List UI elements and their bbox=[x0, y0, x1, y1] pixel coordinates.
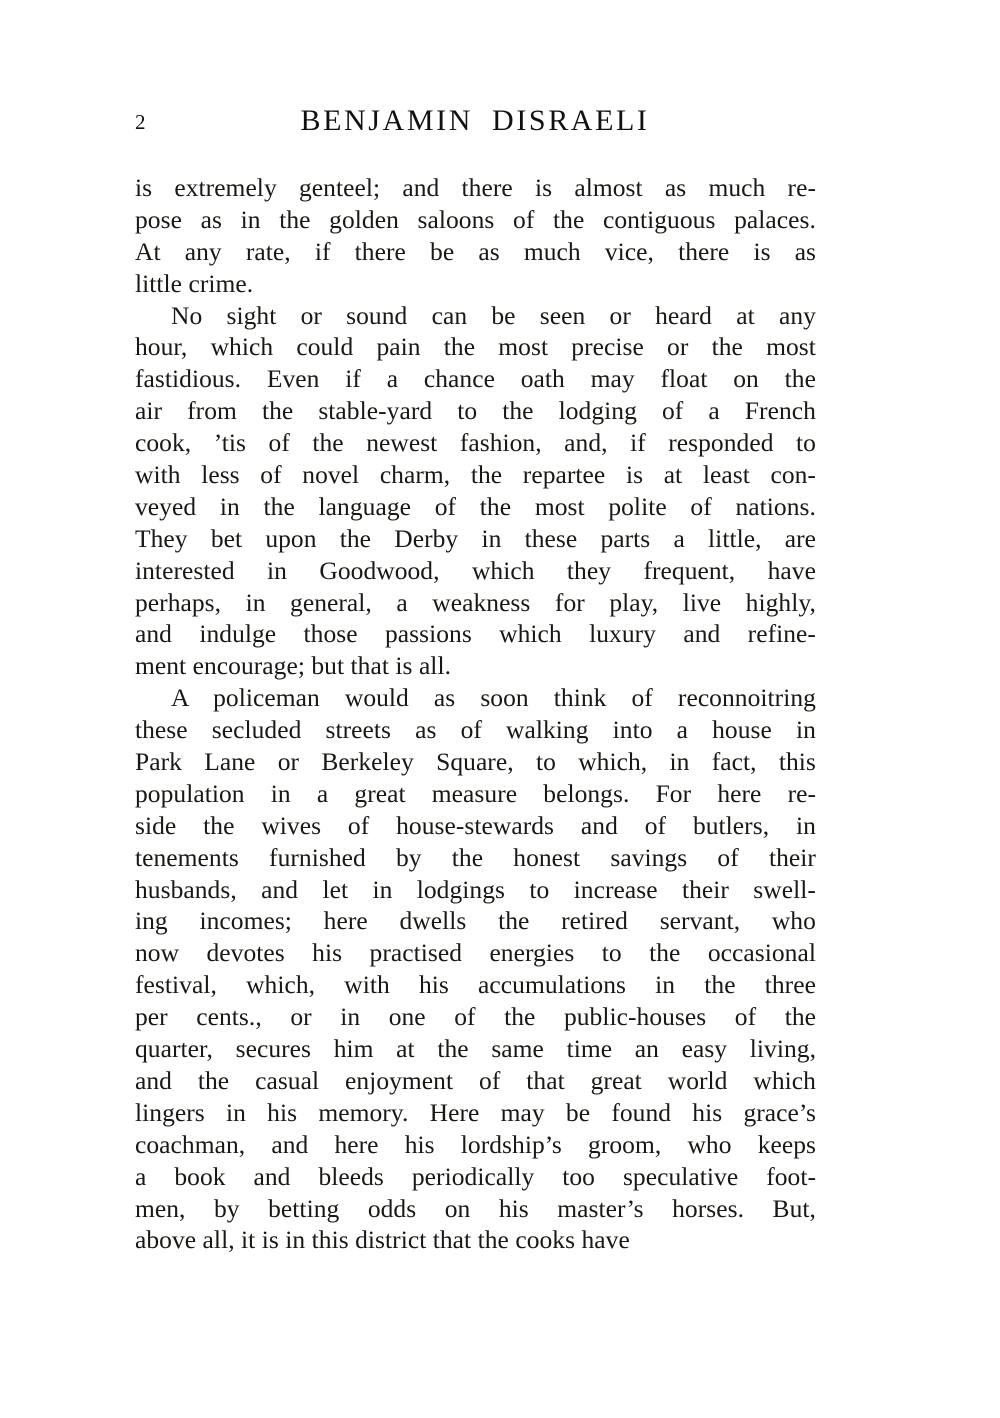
text-line: ment encourage; but that is all. bbox=[135, 651, 452, 681]
text-line: population in a great measure belongs. For here re- bbox=[135, 778, 817, 808]
text-line: men, by betting odds on his master’s horses. But, bbox=[135, 1193, 816, 1223]
text-line: cook, ’tis of the newest fashion, and, if responded to bbox=[135, 428, 816, 458]
text-line: festival, which, with his accumulations in the three bbox=[135, 970, 816, 1000]
text-line: Park Lane or Berkeley Square, to which, in fact, this bbox=[135, 747, 816, 777]
text-line: husbands, and let in lodgings to increase their swell- bbox=[135, 874, 816, 904]
text-line: A policeman would as soon think of reconnoitring bbox=[171, 683, 816, 713]
text-line: little crime. bbox=[135, 268, 254, 298]
text-line: hour, which could pain the most precise or the most bbox=[135, 332, 816, 362]
text-line: They bet upon the Derby in these parts a little, are bbox=[135, 523, 816, 553]
text-line: now devotes his practised energies to the occasional bbox=[135, 938, 816, 968]
text-line: quarter, secures him at the same time an easy living, bbox=[135, 1034, 816, 1064]
text-line: a book and bleeds periodically too speculative foot- bbox=[135, 1161, 817, 1191]
text-line: No sight or sound can be seen or heard at any bbox=[171, 300, 816, 330]
text-line: lingers in his memory. Here may be found his grace’s bbox=[135, 1097, 817, 1127]
text-line: is extremely genteel; and there is almost as much re- bbox=[135, 173, 816, 202]
running-title: BENJAMIN DISRAELI bbox=[300, 104, 650, 137]
text-line: per cents., or in one of the public-houses of the bbox=[135, 1002, 816, 1032]
text-line: perhaps, in general, a weakness for play, live highly, bbox=[135, 587, 816, 617]
text-line: coachman, and here his lordship’s groom, who keeps bbox=[135, 1129, 816, 1159]
body-text bbox=[135, 172, 816, 1256]
text-line: ing incomes; here dwells the retired servant, who bbox=[135, 906, 816, 936]
paragraph bbox=[135, 682, 816, 1256]
text-line: At any rate, if there be as much vice, there is as bbox=[135, 236, 817, 266]
text-line: pose as in the golden saloons of the contiguous palaces. bbox=[135, 204, 816, 234]
text-line: fastidious. Even if a chance oath may float on the bbox=[135, 364, 816, 394]
text-line: and indulge those passions which luxury and refine- bbox=[135, 619, 816, 649]
text-line: tenements furnished by the honest savings of their bbox=[135, 842, 816, 872]
paragraph bbox=[135, 172, 816, 300]
text-line: side the wives of house-stewards and of butlers, in bbox=[135, 810, 816, 840]
text-line: above all, it is in this district that the cooks have bbox=[135, 1225, 630, 1255]
text-line: veyed in the language of the most polite of nations. bbox=[135, 491, 816, 521]
text-line: interested in Goodwood, which they frequent, have bbox=[135, 555, 816, 585]
text-line: and the casual enjoyment of that great world which bbox=[135, 1065, 816, 1095]
paragraph bbox=[135, 300, 816, 683]
text-line: these secluded streets as of walking into a house in bbox=[135, 715, 816, 745]
text-line: air from the stable-yard to the lodging of a French bbox=[135, 396, 816, 426]
running-head bbox=[135, 104, 815, 144]
page-number: 2 bbox=[135, 110, 146, 134]
text-line: with less of novel charm, the repartee is at least con- bbox=[135, 460, 816, 490]
